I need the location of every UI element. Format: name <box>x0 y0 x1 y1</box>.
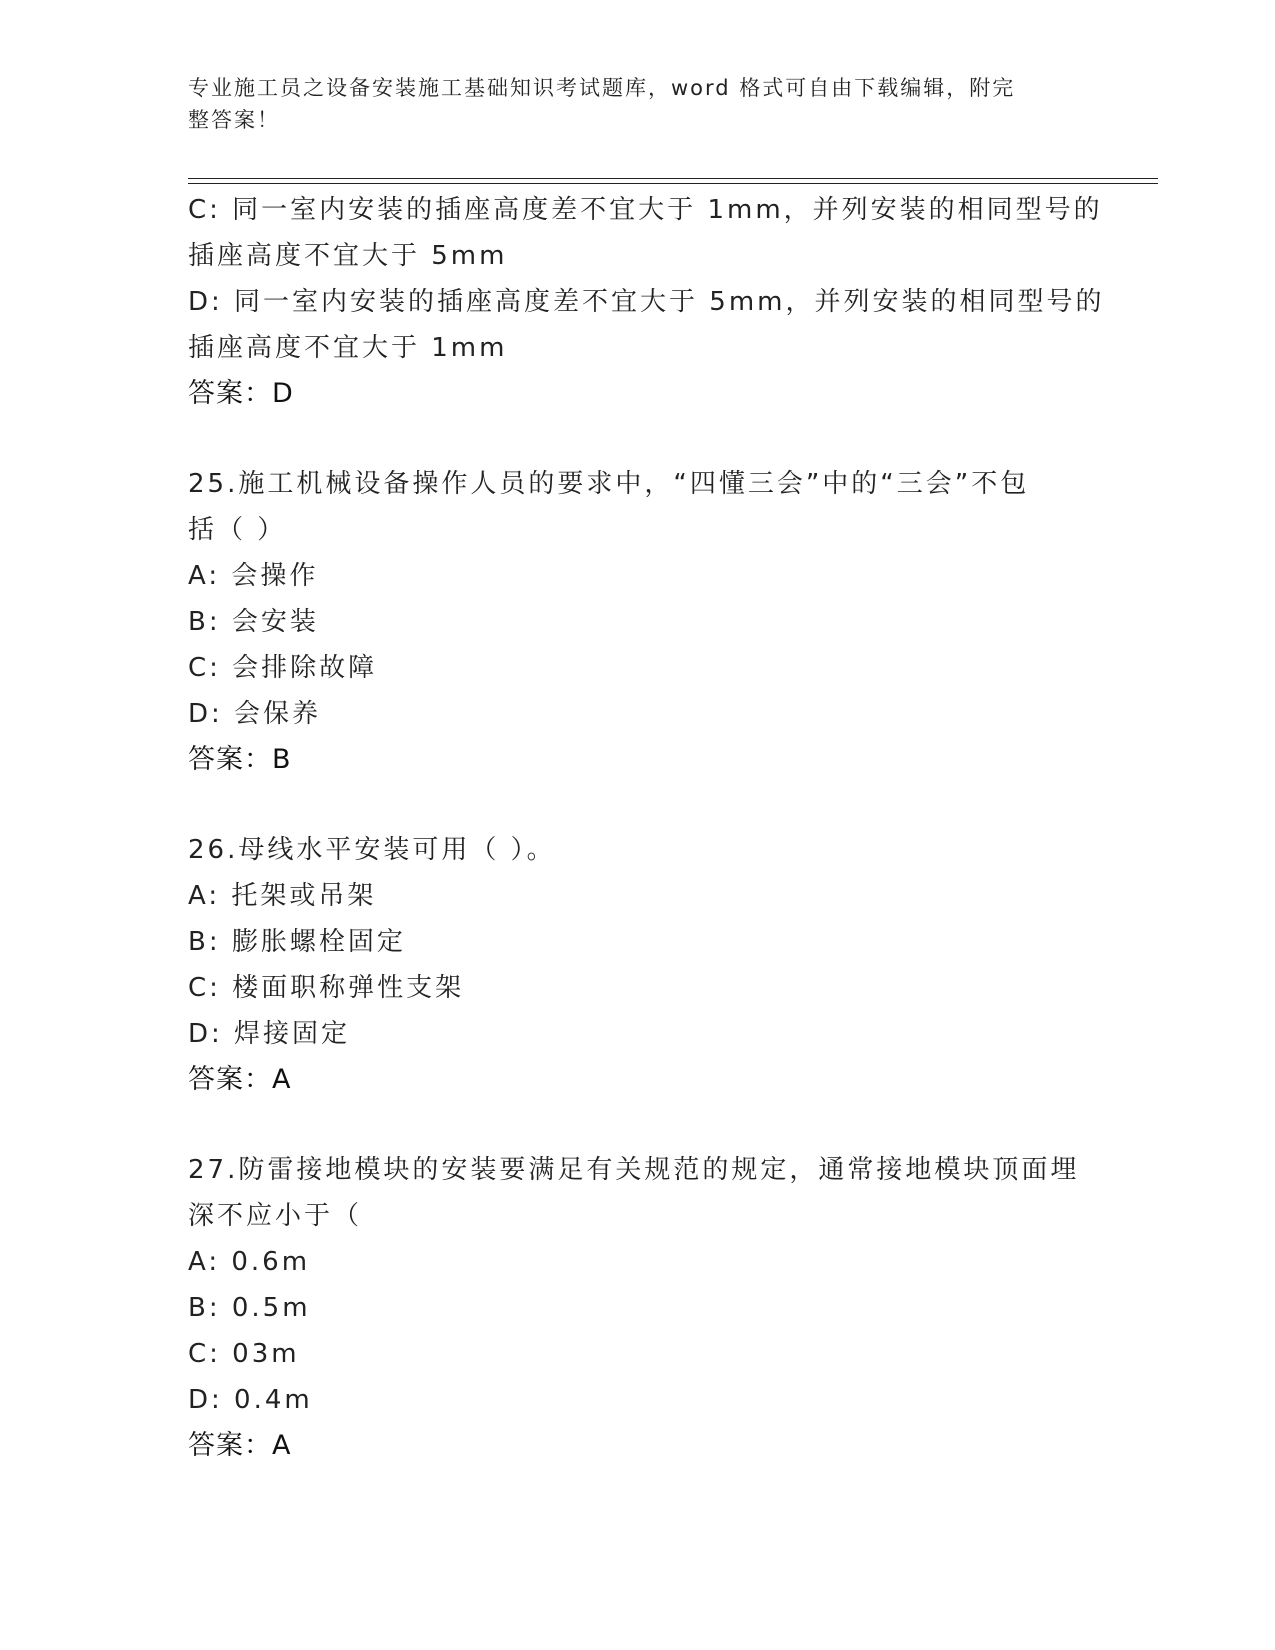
option-a: A: 托架或吊架 <box>188 881 377 911</box>
option-b: B: 膨胀螺栓固定 <box>188 927 406 957</box>
answer-24: 答案：D <box>188 378 294 409</box>
option-b: B: 0.5m <box>188 1293 311 1323</box>
option-d: D: 会保养 <box>188 699 322 729</box>
question-stem-line-1: 26.母线水平安装可用（ ）。 <box>188 835 556 865</box>
option-c-line-1: C: 同一室内安装的插座高度差不宜大于 1mm，并列安装的相同型号的 <box>188 195 1103 225</box>
question-stem-line-2: 深不应小于（ <box>188 1201 363 1231</box>
header-line-1: 专业施工员之设备安装施工基础知识考试题库，word 格式可自由下载编辑，附完 <box>188 76 1016 100</box>
header-divider-top <box>188 178 1158 179</box>
question-27 <box>188 1147 1088 1469</box>
spacer <box>188 417 1088 461</box>
option-c: C: 会排除故障 <box>188 653 378 683</box>
question-26 <box>188 827 1088 1103</box>
question-content <box>188 187 1105 1469</box>
question-stem-line-1: 25.施工机械设备操作人员的要求中，“四懂三会”中的“三会”不包 <box>188 469 1030 499</box>
answer-25: 答案：B <box>188 744 292 775</box>
header-divider-bottom <box>188 183 1158 184</box>
option-d: D: 焊接固定 <box>188 1019 351 1049</box>
option-d-line-2: 插座高度不宜大于 1mm <box>188 333 508 363</box>
spacer <box>188 783 1088 827</box>
answer-27: 答案：A <box>188 1430 292 1461</box>
document-header <box>188 72 1068 136</box>
option-c: C: 03m <box>188 1339 300 1369</box>
question-24-tail <box>188 187 1105 417</box>
option-b: B: 会安装 <box>188 607 319 637</box>
option-c-line-2: 插座高度不宜大于 5mm <box>188 241 508 271</box>
question-25 <box>188 461 1088 783</box>
question-stem-line-2: 括（ ） <box>188 515 287 545</box>
option-a: A: 0.6m <box>188 1247 311 1277</box>
header-line-2: 整答案！ <box>188 108 280 132</box>
answer-26: 答案：A <box>188 1064 292 1095</box>
question-stem-line-1: 27.防雷接地模块的安装要满足有关规范的规定，通常接地模块顶面埋 <box>188 1155 1080 1185</box>
option-c: C: 楼面职称弹性支架 <box>188 973 465 1003</box>
option-d: D: 0.4m <box>188 1385 313 1415</box>
option-a: A: 会操作 <box>188 561 319 591</box>
option-d-line-1: D: 同一室内安装的插座高度差不宜大于 5mm，并列安装的相同型号的 <box>188 287 1105 317</box>
spacer <box>188 1103 1088 1147</box>
